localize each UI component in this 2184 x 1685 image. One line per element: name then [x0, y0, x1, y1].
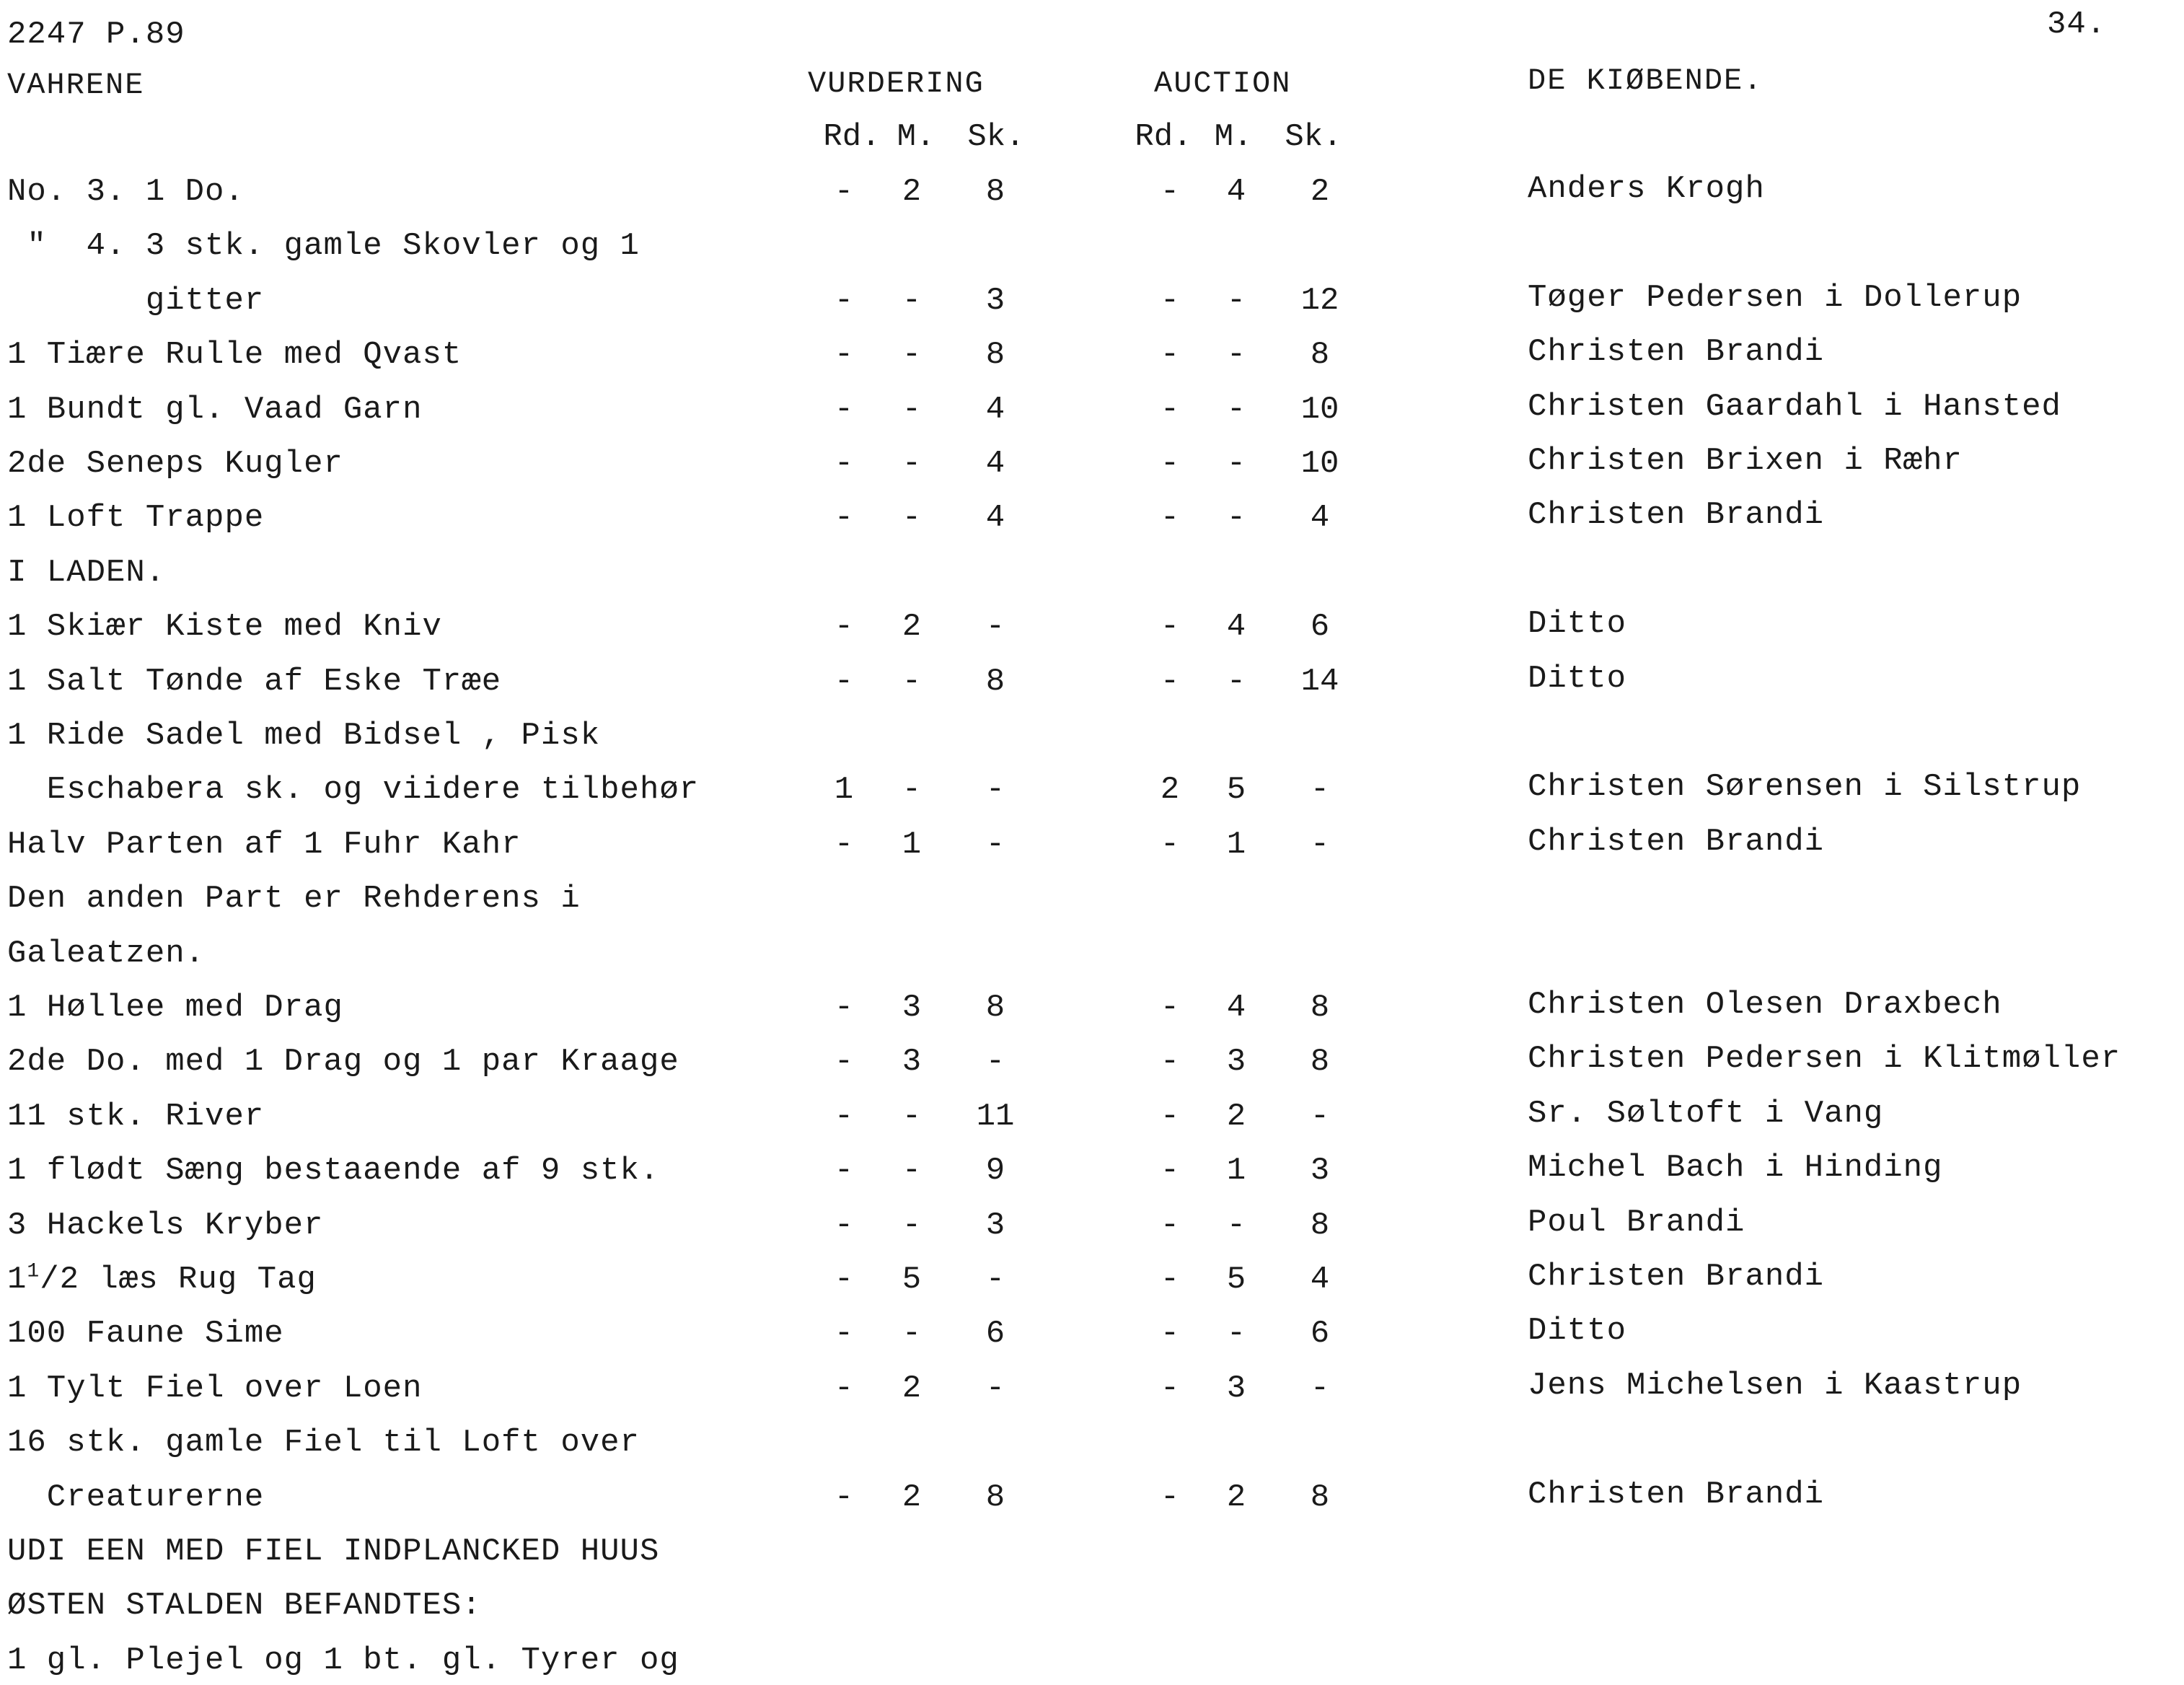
item-description: gitter [7, 283, 265, 319]
valuation-rd-value: - [834, 1479, 854, 1515]
item-description: No. 3. 1 Do. [7, 174, 245, 210]
auction-sk-value: 12 [1300, 283, 1339, 319]
valuation-rd-value: - [834, 500, 854, 536]
valuation-sk-value: 8 [985, 664, 1005, 700]
auction-sk-value: 8 [1310, 990, 1330, 1026]
valuation-m-value: 2 [902, 609, 922, 645]
buyer-name: Christen Sørensen i Silstrup [1528, 769, 2082, 805]
auction-unit-sk: Sk. [1285, 119, 1342, 155]
valuation-unit-rd: Rd. [823, 119, 881, 155]
auction-rd-value: - [1160, 392, 1180, 428]
valuation-rd-value: - [834, 1371, 854, 1407]
auction-m-value: 3 [1226, 1371, 1246, 1407]
item-description: 1 Bundt gl. Vaad Garn [7, 392, 423, 428]
auction-m-value: - [1226, 283, 1246, 319]
auction-m-value: 4 [1226, 609, 1246, 645]
auction-sk-value: 14 [1300, 664, 1339, 700]
buyer-name: Christen Brixen i Ræhr [1528, 443, 1963, 479]
auction-m-value: 1 [1226, 827, 1246, 863]
page-number: 34. [2047, 6, 2107, 43]
valuation-sk-value: - [985, 772, 1005, 808]
item-description: 1 Salt Tønde af Eske Træe [7, 664, 502, 700]
valuation-sk-value: 3 [985, 283, 1005, 319]
auction-rd-value: - [1160, 1371, 1180, 1407]
item-description: 1 Skiær Kiste med Kniv [7, 609, 442, 645]
buyer-name: Tøger Pedersen i Dollerup [1528, 280, 2022, 316]
valuation-sk-value: - [985, 1371, 1005, 1407]
auction-rd-value: - [1160, 283, 1180, 319]
buyer-name: Christen Brandi [1528, 1259, 1825, 1295]
auction-sk-value: - [1310, 1099, 1330, 1135]
item-description: 1 Ride Sadel med Bidsel , Pisk [7, 718, 601, 754]
item-description: 1 Tiære Rulle med Qvast [7, 337, 462, 373]
column-header-items: VAHRENE [7, 68, 145, 102]
item-description: ØSTEN STALDEN BEFANDTES: [7, 1588, 482, 1624]
auction-rd-value: - [1160, 1099, 1180, 1135]
item-description: 1 Loft Trappe [7, 500, 265, 536]
auction-m-value: - [1226, 500, 1246, 536]
auction-sk-value: 10 [1300, 392, 1339, 428]
auction-sk-value: 3 [1310, 1153, 1330, 1189]
item-description: 3 Hackels Kryber [7, 1207, 324, 1244]
auction-rd-value: - [1160, 1207, 1180, 1244]
valuation-sk-value: 3 [985, 1207, 1005, 1244]
auction-sk-value: 2 [1310, 174, 1330, 210]
buyer-name: Michel Bach i Hinding [1528, 1150, 1943, 1186]
valuation-sk-value: 9 [985, 1153, 1005, 1189]
auction-sk-value: 10 [1300, 446, 1339, 482]
valuation-rd-value: - [834, 827, 854, 863]
auction-m-value: - [1226, 1316, 1246, 1352]
valuation-sk-value: - [985, 609, 1005, 645]
valuation-m-value: - [902, 1316, 922, 1352]
auction-rd-value: - [1160, 990, 1180, 1026]
valuation-m-value: - [902, 1207, 922, 1244]
auction-m-value: 4 [1226, 990, 1246, 1026]
auction-m-value: 5 [1226, 1262, 1246, 1298]
item-description: Galeatzen. [7, 936, 206, 972]
item-description: 1 gl. Plejel og 1 bt. gl. Tyrer og [7, 1642, 679, 1679]
buyer-name: Ditto [1528, 1313, 1627, 1349]
auction-rd-value: - [1160, 337, 1180, 373]
auction-m-value: - [1226, 337, 1246, 373]
valuation-rd-value: 1 [834, 772, 854, 808]
valuation-sk-value: 8 [985, 174, 1005, 210]
auction-m-value: 1 [1226, 1153, 1246, 1189]
auction-sk-value: 4 [1310, 1262, 1330, 1298]
auction-sk-value: 8 [1310, 1044, 1330, 1080]
valuation-rd-value: - [834, 609, 854, 645]
auction-rd-value: - [1160, 1153, 1180, 1189]
valuation-sk-value: 8 [985, 337, 1005, 373]
item-description: 1 flødt Sæng bestaaende af 9 stk. [7, 1153, 660, 1189]
column-header-auction: AUCTION [1154, 66, 1292, 101]
auction-m-value: - [1226, 446, 1246, 482]
fraction-superscript: 1 [27, 1260, 40, 1283]
auction-m-value: 5 [1226, 772, 1246, 808]
valuation-rd-value: - [834, 1316, 854, 1352]
valuation-sk-value: 11 [976, 1099, 1015, 1135]
valuation-m-value: - [902, 283, 922, 319]
item-description: " 4. 3 stk. gamle Skovler og 1 [7, 228, 640, 264]
item-description: 1 Tylt Fiel over Loen [7, 1371, 423, 1407]
reference-number: 2247 P.89 [7, 17, 185, 53]
valuation-m-value: 2 [902, 1371, 922, 1407]
auction-m-value: - [1226, 392, 1246, 428]
valuation-m-value: - [902, 772, 922, 808]
valuation-m-value: - [902, 664, 922, 700]
valuation-rd-value: - [834, 1153, 854, 1189]
auction-sk-value: 6 [1310, 1316, 1330, 1352]
buyer-name: Christen Gaardahl i Hansted [1528, 389, 2061, 425]
valuation-sk-value: 4 [985, 392, 1005, 428]
valuation-sk-value: - [985, 1262, 1005, 1298]
valuation-m-value: - [902, 392, 922, 428]
item-description: Eschabera sk. og viidere tilbehør [7, 772, 700, 808]
buyer-name: Ditto [1528, 661, 1627, 697]
item-description: Den anden Part er Rehderens i [7, 881, 581, 917]
auction-sk-value: 8 [1310, 1207, 1330, 1244]
auction-rd-value: - [1160, 446, 1180, 482]
valuation-sk-value: 4 [985, 500, 1005, 536]
valuation-m-value: - [902, 1099, 922, 1135]
valuation-rd-value: - [834, 446, 854, 482]
item-description: I LADEN. [7, 555, 166, 591]
auction-sk-value: - [1310, 827, 1330, 863]
auction-m-value: - [1226, 664, 1246, 700]
auction-sk-value: - [1310, 772, 1330, 808]
auction-rd-value: - [1160, 827, 1180, 863]
fraction-rest: /2 læs Rug Tag [40, 1262, 317, 1298]
auction-rd-value: - [1160, 1479, 1180, 1515]
buyer-name: Christen Brandi [1528, 497, 1825, 533]
valuation-rd-value: - [834, 392, 854, 428]
valuation-sk-value: - [985, 1044, 1005, 1080]
auction-m-value: 2 [1226, 1099, 1246, 1135]
column-header-valuation: VURDERING [808, 66, 985, 101]
buyer-name: Sr. Søltoft i Vang [1528, 1096, 1884, 1132]
buyer-name: Christen Brandi [1528, 1477, 1825, 1513]
auction-rd-value: - [1160, 1262, 1180, 1298]
valuation-sk-value: 8 [985, 990, 1005, 1026]
auction-sk-value: 4 [1310, 500, 1330, 536]
valuation-m-value: - [902, 446, 922, 482]
valuation-rd-value: - [834, 1044, 854, 1080]
valuation-m-value: 3 [902, 990, 922, 1026]
valuation-sk-value: 6 [985, 1316, 1005, 1352]
fraction-whole: 1 [7, 1262, 27, 1298]
buyer-name: Christen Brandi [1528, 334, 1825, 370]
auction-m-value: 3 [1226, 1044, 1246, 1080]
item-description: 1 Høllee med Drag [7, 990, 343, 1026]
buyer-name: Jens Michelsen i Kaastrup [1528, 1368, 2022, 1404]
valuation-m-value: - [902, 500, 922, 536]
valuation-rd-value: - [834, 1099, 854, 1135]
valuation-m-value: - [902, 337, 922, 373]
valuation-m-value: 5 [902, 1262, 922, 1298]
item-description: 11 stk. River [7, 1099, 265, 1135]
auction-rd-value: - [1160, 1044, 1180, 1080]
item-description: 2de Do. med 1 Drag og 1 par Kraage [7, 1044, 679, 1080]
buyer-name: Anders Krogh [1528, 171, 1765, 207]
valuation-sk-value: - [985, 827, 1005, 863]
valuation-rd-value: - [834, 1207, 854, 1244]
valuation-m-value: 1 [902, 827, 922, 863]
auction-unit-m: M. [1214, 119, 1253, 155]
item-description: Creaturerne [7, 1479, 265, 1515]
auction-m-value: - [1226, 1207, 1246, 1244]
buyer-name: Christen Olesen Draxbech [1528, 987, 2002, 1023]
valuation-rd-value: - [834, 1262, 854, 1298]
auction-sk-value: 8 [1310, 1479, 1330, 1515]
valuation-m-value: 2 [902, 174, 922, 210]
auction-m-value: 2 [1226, 1479, 1246, 1515]
valuation-sk-value: 4 [985, 446, 1005, 482]
valuation-rd-value: - [834, 283, 854, 319]
auction-rd-value: - [1160, 500, 1180, 536]
buyer-name: Poul Brandi [1528, 1205, 1745, 1241]
auction-rd-value: - [1160, 609, 1180, 645]
auction-m-value: 4 [1226, 174, 1246, 210]
item-description: UDI EEN MED FIEL INDPLANCKED HUUS [7, 1534, 660, 1570]
valuation-rd-value: - [834, 664, 854, 700]
valuation-m-value: - [902, 1153, 922, 1189]
valuation-rd-value: - [834, 990, 854, 1026]
item-description: 100 Faune Sime [7, 1316, 284, 1352]
auction-rd-value: - [1160, 174, 1180, 210]
valuation-rd-value: - [834, 174, 854, 210]
buyer-name: Christen Pedersen i Klitmøller [1528, 1041, 2121, 1077]
valuation-sk-value: 8 [985, 1479, 1005, 1515]
auction-unit-rd: Rd. [1135, 119, 1192, 155]
item-description: Halv Parten af 1 Fuhr Kahr [7, 827, 521, 863]
buyer-name: Christen Brandi [1528, 824, 1825, 860]
item-description: 16 stk. gamle Fiel til Loft over [7, 1425, 640, 1461]
column-header-buyers: DE KIØBENDE. [1528, 63, 1764, 98]
valuation-m-value: 3 [902, 1044, 922, 1080]
auction-sk-value: 6 [1310, 609, 1330, 645]
item-description: 2de Seneps Kugler [7, 446, 343, 482]
buyer-name: Ditto [1528, 606, 1627, 642]
valuation-rd-value: - [834, 337, 854, 373]
valuation-m-value: 2 [902, 1479, 922, 1515]
valuation-unit-sk: Sk. [967, 119, 1025, 155]
item-description [7, 1261, 317, 1298]
auction-rd-value: - [1160, 664, 1180, 700]
valuation-unit-m: M. [897, 119, 935, 155]
auction-rd-value: 2 [1160, 772, 1180, 808]
auction-rd-value: - [1160, 1316, 1180, 1352]
auction-sk-value: - [1310, 1371, 1330, 1407]
auction-sk-value: 8 [1310, 337, 1330, 373]
